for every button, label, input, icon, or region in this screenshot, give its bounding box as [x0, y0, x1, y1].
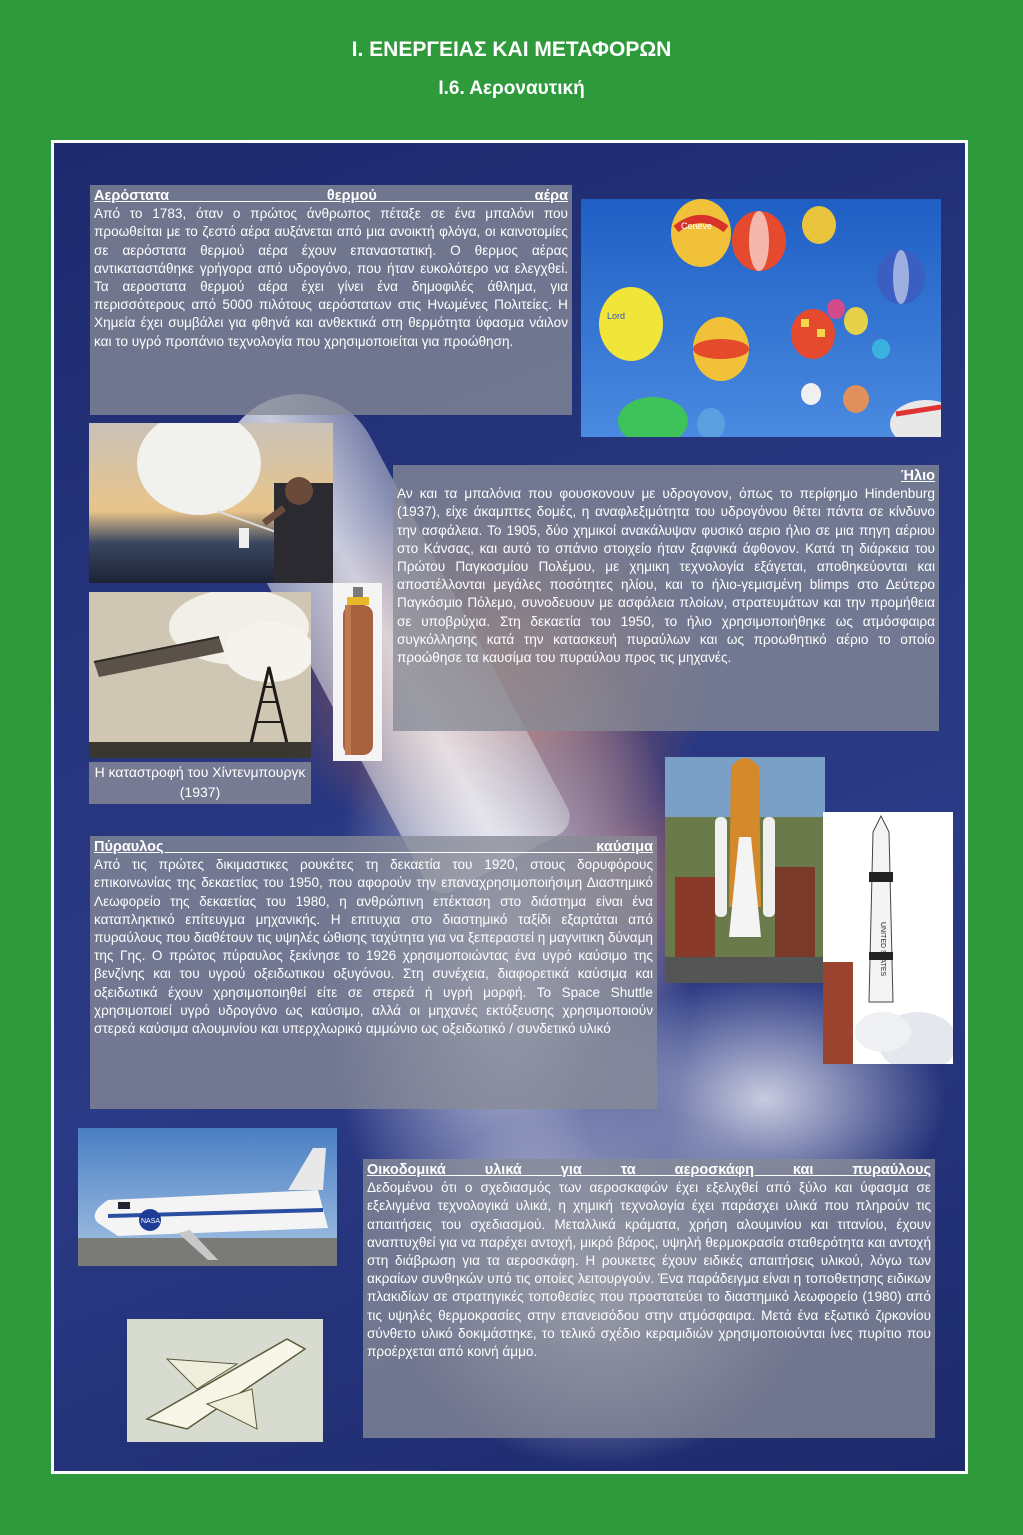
page-title: Ι. ΕΝΕΡΓΕΙΑΣ ΚΑΙ ΜΕΤΑΦΟΡΩΝ	[351, 38, 672, 61]
section-title-rocket-fuel: Πύραυλος καύσιμα	[94, 839, 653, 855]
balloon-label-1: Ceneve	[681, 221, 713, 231]
poster-panel	[51, 140, 968, 1474]
page-subtitle: Ι.6. Αεροναυτική	[438, 78, 585, 99]
construction-materials-section	[363, 1159, 935, 1438]
section-body-hot-air: Από το 1783, όταν ο πρώτος άνθρωπος πέταξε σε ένα μπαλόνι που προωθείται με το ζεστό αέρα αυξάνεται από μια ανοικτή φλόγα, οι καινοτομίες σε αερόστατα θερμού αέρα έχουν επαναστατική. Ο θερμος αέρας αντικαταστάθηκε γρήγορα από υδρογόνο, που ήταν ευκολότερο να ελεγχθεί. Τα αεροστατα θερμού αέρα έχει γίνει ένα δημοφιλές άθλημα, για περισσότερους από 5000 πιλότους αερόστατων στις Ηνωμένες Πολιτείες. Η Χημεία έχει συμβάλει για φθηνά και ανθεκτικά στη θερμότητα ύφασμα νάιλον και το υγρό προπάνιο τεχνολογία που χρησιμοποιείται για προώθηση.	[94, 206, 568, 349]
section-body-materials: Δεδομένου ότι ο σχεδιασμός των αεροσκαφών έχει εξελιχθεί από ξύλο και ύφασμα σε εξελιγμένα τεχνολογικά υλικά, η χημική τεχνολογία έχει παράσχει υλικά που πληρούν τις απαιτήσεις του σχεδιασμού. Μεταλλικά κράματα, χρήση αλουμινίου και τιτανίου, έχουν αναπτυχθεί για να παρέχει αντοχή, μικρό βάρος, υψηλή θερμοκρασία σταθερότητα και αντοχή στη διάβρωση για τα αεροσκάφη. Η ρουκετες έχουν ειδικές απαιτήσεις υλικού, λόγω των ακραίων συνθηκών υπό τις οποίες λειτουργούν. Ένα παράδειγμα είναι η τοποθετησης ειδικων πλακιδίων σε στρατηγικές τοποθεσίες που προστατεύει το διαστημικό λεωφορείο (1980) από τις υψηλές θερμοκρασίες στην επανεισόδου στην ατμόσφαιρα. Μετά ένα εξωτικό ζιρκονίου σύνθετο υλικό δοκιμάστηκε, το τελικό σχέδιο κεραμιδιών χρησιμοποιούνται ίνες πυρίτιο που προέρχεται από κοινή άμμο.	[367, 1180, 931, 1360]
rocket-fuel-section	[90, 836, 657, 1109]
section-title-materials: Οικοδομικά υλικά για τα αεροσκάφη και πυραύλους	[367, 1162, 931, 1178]
section-title-hot-air: Αερόστατα θερμού αέρα	[94, 188, 568, 204]
hindenburg-caption	[89, 762, 311, 804]
plane-logo-label: NASA	[141, 1218, 161, 1225]
hot-air-balloons-section	[90, 185, 572, 415]
shuttle-model-photo	[127, 1319, 323, 1442]
weather-balloon-photo	[89, 423, 333, 583]
section-body-helium: Αν και τα μπαλόνια που φουσκονουν με υδρογονον, όπως το περίφημο Hindenburg (1937), είχε άκαμπτες δομές, η αναφλεξιμότητα του υδρογόνου θέτει πάντα σε κίνδυνο την ασφάλεια. Το 1905, δύο χημικοί ανακάλυψαν φυσικό αεριο ήλιο σε μια πηγη αέριου στο Κάνσας, και αυτό το σπάνιο στοιχείο ήταν ξαφνικά άφθονον. Κατά τη διάρκεια του Πρώτου Παγκοσμίου Πολέμου, με χημικη τεχνολογία εξάγεται, αποθηκεύονται και αποστέλλονται μεγάλες ποσότητες ηλίου, και το ήλιο-γεμισμένη blimps στο Δεύτερο Παγκόσμιο Πόλεμο, συνοδευουν με ασφάλεια πλοίων, στρατευμάτων και την προμήθεια σε υποβρύχια. Στη δεκαετία του 1950, το ήλιο χρησιμοποιήθηκε ως ατμόσφαιρα συγκόλλησης κατά την κατασκευή πυραύλων και ως προωθητικό αέριο το οποίο προώθησε τα καυσίμα του πυραύλου προς τις μηχανές.	[397, 486, 935, 666]
hindenburg-photo	[89, 592, 311, 758]
balloon-label-2: Lord	[607, 311, 626, 321]
rocket-launch-photo	[823, 812, 953, 1064]
hindenburg-caption-text: Η καταστροφή του Χίντενμπουργκ (1937)	[94, 764, 306, 800]
section-title-helium: Ήλιο	[900, 468, 935, 484]
balloons-photo	[581, 199, 941, 437]
section-body-rocket-fuel: Από τις πρώτες δικιμαστικες ρουκέτες τη δεκαετία του 1920, στους δορυφόρους επικοινωνίας της δεκαετίας του 1950, που αφορούν την επαναχρησιμοποιήσιμη Διαστημικό Λεωφορείο της δεκαετίας του 1980, η ανθρώπινη επέκταση στο διάστημα είναι ένα καταπληκτικό επίτευγμα μηχανικής. Η επιτυχια στο διαστημικό ταξίδι εξαρτάται από πυραύλους που διαθέτουν τις υψηλές ώθισης ταχύτητα για να ξεπεραστεί η μαγνιτικη δύναμη της Γης. Ο πρώτος πύραυλος ξεκίνησε το 1926 χρησιμοποιώντας ένα υγρό καύσιμο της βενζίνης και του υγρού οξειδωτικου οξυγόνου. Στη συνέχεια, διαφορετικά καύσιμα και οξειδωτικά έχουν χρησιμοποιηθεί είτε σε στερεά ή υγρή μορφή. Το Space Shuttle χρησιμοποιεί υγρό υδρογόνο ως καύσιμο, αλλά οι μηχανές εκτόξευσης χρησιμοποιούν στερεά καύσιμα αλουμινίου και υπερχλωρικό αμμώνιο ως οξειδωτικό / συνδετικό υλικό	[94, 857, 653, 1037]
helium-cylinder-photo	[333, 583, 382, 761]
rocket-label: UNITED STATES	[879, 922, 886, 977]
helium-section	[393, 465, 939, 731]
shuttle-launchpad-photo	[665, 757, 825, 983]
nasa-airplane-photo	[78, 1128, 337, 1266]
